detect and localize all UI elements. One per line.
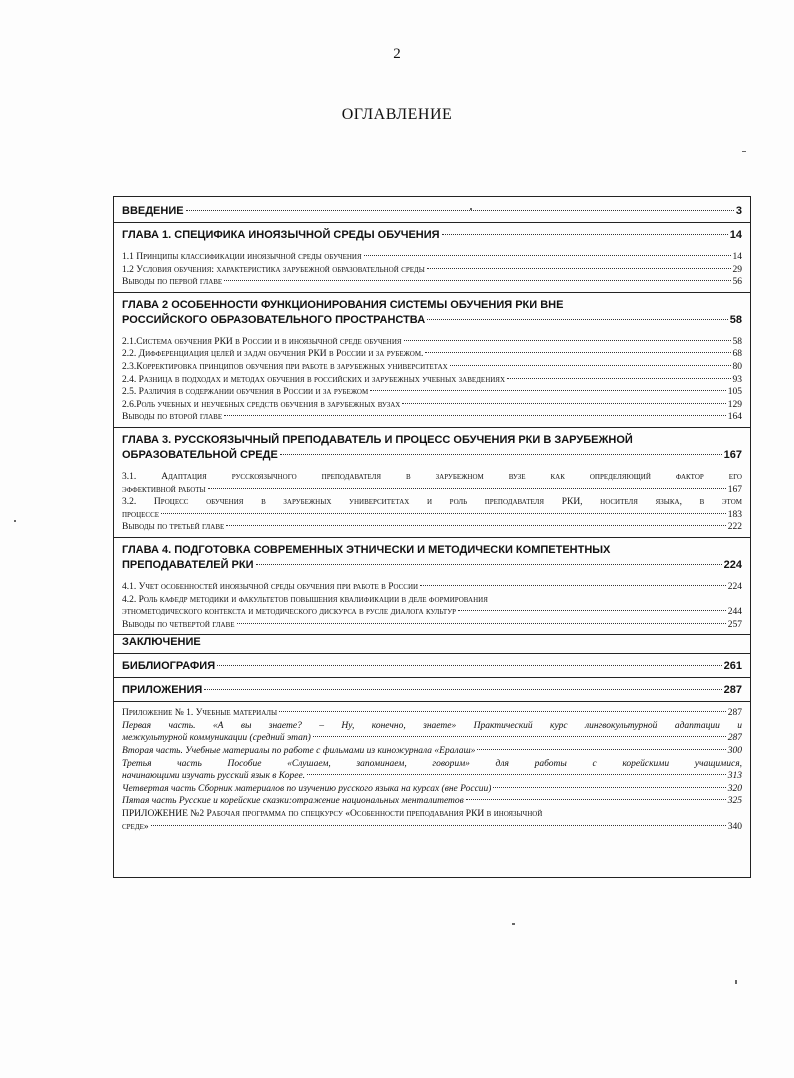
scan-speck <box>470 208 472 210</box>
toc-entry-page: 300 <box>727 746 742 757</box>
toc-section-2-6 <box>122 399 742 412</box>
scan-speck <box>735 980 737 984</box>
toc-entry-title-line2: РОССИЙСКОГО ОБРАЗОВАТЕЛЬНОГО ПРОСТРАНСТВА <box>122 313 426 326</box>
toc-entry-page: 29 <box>732 264 742 275</box>
toc-entry-title: 2.1.Система обучения РКИ в России и в иноязычной среде обучения <box>122 336 402 347</box>
toc-entry-title: Выводы по второй главе <box>122 412 223 423</box>
toc-entry-title-line2: начинающими изучать русский язык в Корее. <box>122 771 306 782</box>
toc-entry-title: Четвертая часть Сборник материалов по изучению русского языка на курсах (вне России) <box>122 783 492 794</box>
toc-appendix-part-3 <box>122 758 742 783</box>
toc-entry-title-line2: среде» <box>122 821 149 832</box>
toc-entry-title: 2.6.Роль учебных и неучебных средств обучения в зарубежных вузах <box>122 399 401 410</box>
toc-entry-title-line1: 4.2. Роль кафедр методики и факультетов повышения квалификации в деле формирования <box>122 594 488 605</box>
toc-entry-title-line2: ОБРАЗОВАТЕЛЬНОЙ СРЕДЕ <box>122 448 278 461</box>
divider <box>114 701 750 702</box>
toc-section-1-2 <box>122 264 742 277</box>
scan-speck <box>512 923 515 925</box>
toc-section-2-5 <box>122 386 742 399</box>
toc-entry-title: 2.2. Дифференциация целей и задач обучения РКИ в России и за рубежом. <box>122 349 424 360</box>
toc-entry-title-line1: ГЛАВА 2 ОСОБЕННОСТИ ФУНКЦИОНИРОВАНИЯ СИСТЕМЫ ОБУЧЕНИЯ РКИ ВНЕ <box>122 298 564 311</box>
toc-entry-title-line2: процессе <box>122 509 160 520</box>
toc-entry-title: Выводы по первой главе <box>122 277 223 288</box>
toc-entry-page: 14 <box>732 252 742 262</box>
toc-entry-title: Вторая часть. Учебные материалы по работе с фильмами из киножурнала «Ералаш» <box>122 746 476 757</box>
toc-entry-conclusion <box>122 635 742 650</box>
toc-entry-page: 68 <box>732 349 742 360</box>
toc-entry-title: ЗАКЛЮЧЕНИЕ <box>122 636 201 649</box>
toc-entry-page: 58 <box>729 313 742 326</box>
toc-entry-title: 1.1 Принципы классификации иноязычной среды обучения <box>122 252 362 262</box>
toc-entry-page: 224 <box>723 558 742 571</box>
toc-chapter-4 <box>122 543 742 573</box>
toc-entry-page: 313 <box>727 771 742 782</box>
toc-section-3-2 <box>122 496 742 521</box>
toc-entry-bibliography <box>122 659 742 674</box>
toc-entry-page: 287 <box>723 684 742 697</box>
toc-entry-title-line2: ПРЕПОДАВАТЕЛЕЙ РКИ <box>122 558 254 571</box>
toc-section-4-2 <box>122 594 742 619</box>
toc-entry-page: 129 <box>727 399 742 410</box>
toc-entry-page: 325 <box>727 796 742 807</box>
toc-entry-title: Выводы по третьей главе <box>122 522 225 533</box>
divider <box>114 677 750 678</box>
toc-entry-title-line1: Первая часть. «А вы знаете? – Ну, конечно, знаете» Практический курс лингвокультурной адаптации и <box>122 720 742 731</box>
toc-conclusion-3 <box>122 521 742 534</box>
toc-section-1-1 <box>122 251 742 264</box>
divider <box>114 292 750 293</box>
toc-entry-title-line1: ГЛАВА 4. ПОДГОТОВКА СОВРЕМЕННЫХ ЭТНИЧЕСКИ И МЕТОДИЧЕСКИ КОМПЕТЕНТНЫХ <box>122 543 611 556</box>
toc-entry-title-line1: 3.1. Адаптация русскоязычного преподавателя в зарубежном вузе как определяющий фактор его <box>122 471 742 482</box>
divider <box>114 537 750 538</box>
table-of-contents <box>113 196 751 878</box>
toc-conclusion-2 <box>122 411 742 424</box>
toc-entry-title: Приложение № 1. Учебные материалы <box>122 708 278 719</box>
toc-entry-page: 164 <box>727 412 742 423</box>
toc-conclusion-1 <box>122 276 742 289</box>
toc-entry-page: 261 <box>723 660 742 673</box>
toc-entry-page: 3 <box>735 205 742 217</box>
toc-entry-title: БИБЛИОГРАФИЯ <box>122 660 216 673</box>
toc-entry-page: 14 <box>729 229 742 241</box>
toc-entry-title: Выводы по четвертой главе <box>122 619 235 630</box>
divider <box>114 427 750 428</box>
toc-entry-title: ГЛАВА 1. СПЕЦИФИКА ИНОЯЗЫЧНОЙ СРЕДЫ ОБУЧЕНИЯ <box>122 229 440 241</box>
toc-entry-introduction <box>122 204 742 219</box>
toc-entry-page: 93 <box>732 374 742 385</box>
toc-entry-page: 167 <box>727 484 742 495</box>
toc-entry-page: 340 <box>727 821 742 832</box>
toc-entry-title: 2.4. Разница в подходах и методах обучения в российских и зарубежных учебных заведениях <box>122 374 506 385</box>
toc-appendix-part-2 <box>122 745 742 758</box>
toc-section-2-2 <box>122 348 742 361</box>
toc-entry-page: 224 <box>727 581 742 592</box>
toc-section-3-1 <box>122 471 742 496</box>
toc-entry-page: 80 <box>732 361 742 372</box>
toc-entry-page: 320 <box>727 783 742 794</box>
toc-section-4-1 <box>122 581 742 594</box>
toc-entry-title: Пятая часть Русские и корейские сказки:отражение национальных менталитетов <box>122 796 464 807</box>
toc-entry-page: 287 <box>727 733 742 744</box>
page-number: 2 <box>393 46 401 62</box>
toc-entry-title-line1: ПРИЛОЖЕНИЕ №2 Рабочая программа по спецкурсу «Особенности преподавания РКИ в иноязычной <box>122 809 543 820</box>
toc-entry-title-line2: эффективной работы <box>122 484 206 495</box>
toc-entry-title-line2: межкультурной коммуникации (средний этап) <box>122 733 311 744</box>
toc-chapter-3 <box>122 433 742 463</box>
toc-entry-title: 2.3.Корректировка принципов обучения при работе в зарубежных университетах <box>122 361 448 372</box>
toc-appendix-part-5 <box>122 795 742 808</box>
toc-entry-title: ПРИЛОЖЕНИЯ <box>122 684 203 697</box>
toc-entry-title-line2: этнометодического контекста и методического дискурса в русле диалога культур <box>122 607 457 618</box>
scan-speck <box>742 151 746 152</box>
toc-entry-title: ВВЕДЕНИЕ <box>122 205 184 217</box>
divider <box>114 653 750 654</box>
toc-entry-page: 287 <box>727 708 742 719</box>
toc-entry-page: 222 <box>727 522 742 533</box>
toc-section-2-4 <box>122 374 742 387</box>
toc-entry-page: 58 <box>732 336 742 347</box>
toc-section-2-3 <box>122 361 742 374</box>
toc-section-2-1 <box>122 336 742 349</box>
toc-appendix-part-4 <box>122 783 742 796</box>
toc-entry-title: 2.5. Различия в содержании обучения в России и за рубежом <box>122 387 369 398</box>
toc-appendix-part-1 <box>122 720 742 745</box>
toc-chapter-1 <box>122 228 742 243</box>
toc-entry-page: 56 <box>732 277 742 288</box>
toc-entry-page: 183 <box>727 509 742 520</box>
toc-chapter-2 <box>122 298 742 328</box>
page-title: ОГЛАВЛЕНИЕ <box>341 106 453 123</box>
toc-entry-page: 167 <box>723 448 742 461</box>
scan-speck <box>14 520 16 522</box>
toc-entry-page: 257 <box>727 619 742 630</box>
toc-entry-title-line1: ГЛАВА 3. РУССКОЯЗЫЧНЫЙ ПРЕПОДАВАТЕЛЬ И ПРОЦЕСС ОБУЧЕНИЯ РКИ В ЗАРУБЕЖНОЙ <box>122 433 633 446</box>
toc-entry-title: 1.2 Условия обучения: характеристика зарубежной образовательной среды <box>122 264 425 275</box>
toc-appendix-2 <box>122 808 742 833</box>
toc-entry-title-line1: 3.2. Процесс обучения в зарубежных университетах и роль преподавателя РКИ, носителя языка, в этом <box>122 497 742 508</box>
toc-entry-page: 244 <box>727 607 742 618</box>
toc-entry-page: 105 <box>727 387 742 398</box>
divider <box>114 222 750 223</box>
toc-entry-appendices <box>122 683 742 698</box>
toc-conclusion-4 <box>122 619 742 632</box>
toc-appendix-1 <box>122 707 742 720</box>
toc-entry-title: 4.1. Учет особенностей иноязычной среды обучения при работе в России <box>122 581 419 592</box>
toc-entry-title-line1: Третья часть Пособие «Слушаем, запоминаем, говорим» для работы с корейскими учащимися, <box>122 758 742 769</box>
